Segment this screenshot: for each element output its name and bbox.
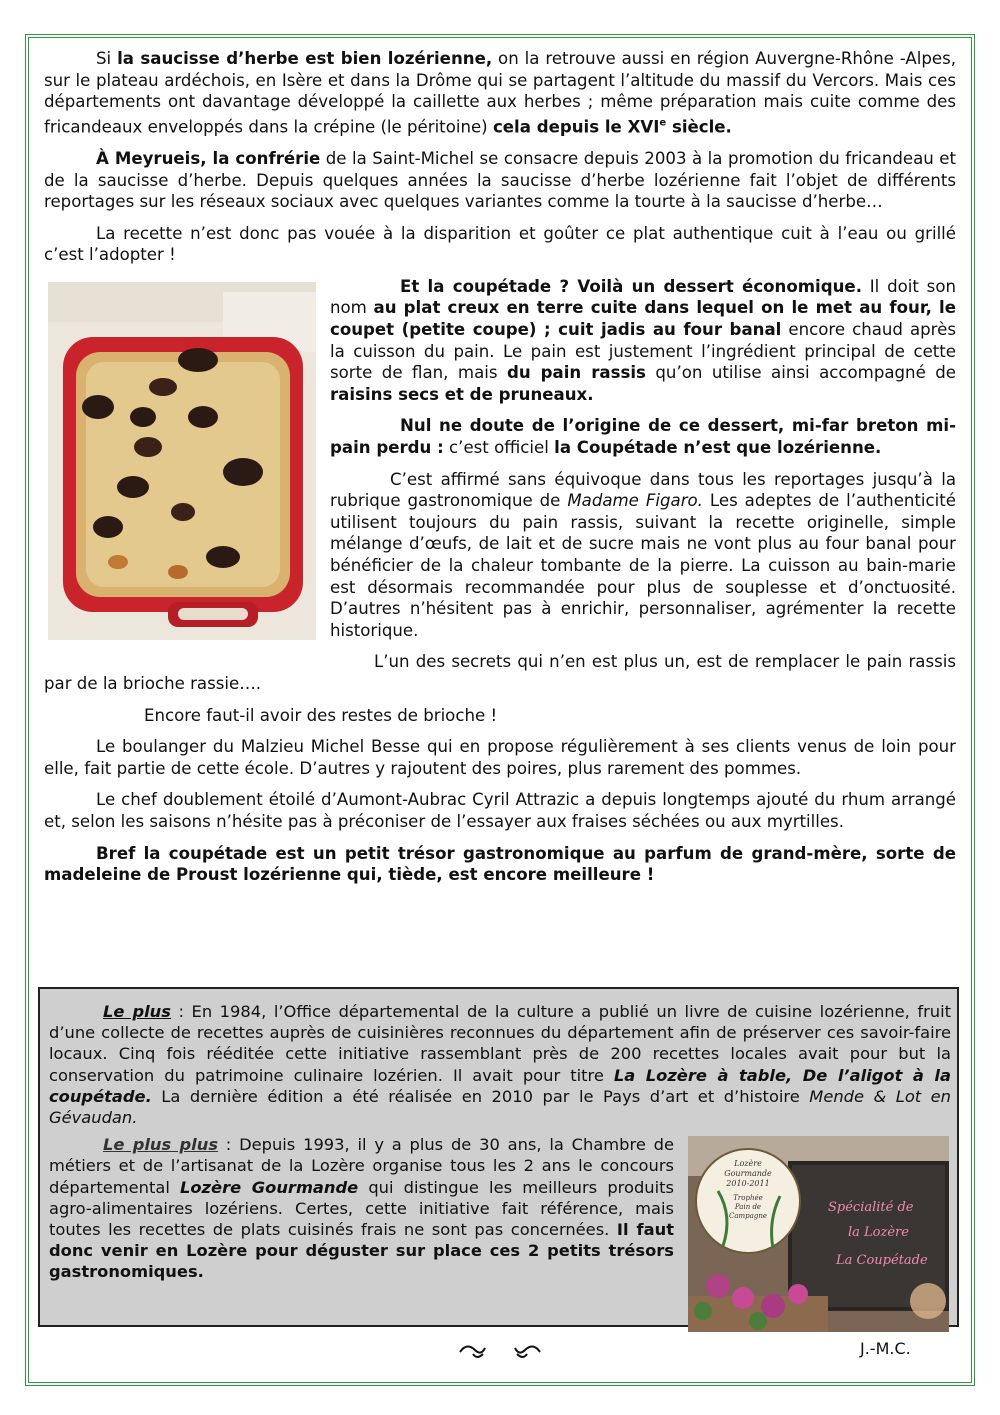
badge-line-5: Pain de <box>734 1203 762 1212</box>
coupetade-photo <box>48 282 316 640</box>
paragraph-2: À Meyrueis, la confrérie de la Saint-Michel se consacre depuis 2003 à la promotion du fricandeau et de la saucisse d’herbe. Depuis quelques années la saucisse d’herbe lozérienne fait l’objet de différents reportages sur les réseaux sociaux avec quelques variantes comme la tourte à la saucisse d’herbe… <box>44 148 956 212</box>
le-plus-plus-label: Le plus plus <box>103 1135 219 1155</box>
paragraph-10: Le chef doublement étoilé d’Aumont-Aubrac Cyril Attrazic a depuis longtemps ajouté du rhum arrangé et, selon les saisons n’hésite pas à préconiser de l’essayer aux fraises séchées ou aux myrtilles. <box>44 790 956 831</box>
paragraph-1: Si la saucisse d’herbe est bien lozérienne, on la retrouve aussi en région Auvergne-Rhône -Alpes, sur le plateau ardéchois, en Isère et dans la Drôme qui se partagent l’altitude du massif du Vercors. Mais ces départements ont davantage développé la caillette aux herbes ; même préparation mais cuite comme des fricandeaux enveloppés dans la crépine (le péritoine) cela depuis le XVIe siècle. <box>44 49 956 137</box>
paragraph-6: C’est affirmé sans équivoque dans tous les reportages jusqu’à la rubrique gastronomique de Madame Figaro. Les adeptes de l’authenticité utilisent toujours du pain rassis, suivant la recette originelle, simple mélange d’œufs, de lait et de sucre mais ne vont plus au four banal pour bénéficier de la chaleur tombante de la pierre. La cuisson au bain-marie est désormais recommandée pour plus de souplesse et d’onctuosité. D’autres n’hésitent pas à enrichir, personnaliser, agrémenter la recette historique. <box>330 469 956 640</box>
le-plus-label: Le plus <box>103 1002 171 1021</box>
paragraph-4: Et la coupétade ? Voilà un dessert économique. Il doit son nom au plat creux en terre cuite dans lequel on le met au four, le coupet (petite coupe) ; cuit jadis au four banal encore chaud après la cuisson du pain. Le pain est justement l’ingrédient principal de cette sorte de flan, mais du pain rassis qu’on utilise ainsi accompagné de raisins secs et de pruneaux. <box>330 276 956 404</box>
paragraph-9: Le boulanger du Malzieu Michel Besse qui en propose régulièrement à ses clients venus de loin pour elle, fait partie de cette école. D’autres y rajoutent des poires, plus rarement des pommes. <box>44 737 956 778</box>
sidebar-box <box>38 987 959 1327</box>
badge-line-4: Trophée <box>733 1194 763 1203</box>
le-plus-plus-paragraph: Le plus plus : Depuis 1993, il y a plus de 30 ans, la Chambre de métiers et de l’artisanat de la Lozère organise tous les 2 ans le concours départemental Lozère Gourmande qui distingue les meilleurs produits agro-alimentaires lozériens. Certes, cette initiative fait référence, mais toutes les recettes de plats cuisinés frais ne sont pas concernées. Il faut donc venir en Lozère pour déguster sur place ces 2 petits trésors gastronomiques. <box>49 1135 674 1282</box>
badge-line-2: Gourmande <box>724 1169 772 1179</box>
paragraph-5: Nul ne doute de l’origine de ce dessert, mi-far breton mi-pain perdu : c’est officiel la Coupétade n’est que lozérienne. <box>330 416 956 458</box>
paragraph-11: Bref la coupétade est un petit trésor gastronomique au parfum de grand-mère, sorte de madeleine de Proust lozérienne qui, tiède, est encore meilleure ! <box>44 843 956 885</box>
article-body <box>44 48 956 896</box>
chalk-line-3: La Coupétade <box>836 1253 928 1269</box>
badge-line-3: 2010-2011 <box>726 1179 770 1189</box>
chalk-line-1: Spécialité de <box>828 1200 914 1216</box>
ornament-icon <box>455 1338 545 1362</box>
le-plus-paragraph: Le plus : En 1984, l’Office départemental de la culture a publié un livre de cuisine lozérienne, fruit d’une collecte de recettes auprès de cuisinières reconnues du département afin de préserver ces savoir-faire locaux. Cinq fois rééditée cette initiative rassemblant près de 200 recettes locales avait pour but la conservation du patrimoine culinaire lozérien. Il avait pour titre La Lozère à table, De l’aligot à la coupétade. La dernière édition a été réalisée en 2010 par le Pays d’art et d’histoire Mende & Lot en Gévaudan. <box>49 1002 952 1128</box>
badge-line-6: Campagne <box>729 1212 767 1221</box>
lozere-gourmande-photo <box>688 1136 949 1332</box>
signature: J.-M.C. <box>860 1339 911 1358</box>
chalk-line-2: la Lozère <box>848 1225 909 1241</box>
paragraph-8: Encore faut-il avoir des restes de brioche ! <box>144 705 498 725</box>
paragraph-3: La recette n’est donc pas vouée à la disparition et goûter ce plat authentique cuit à l’eau ou grillé c’est l’adopter ! <box>44 223 956 265</box>
badge-line-1: Lozère <box>734 1159 762 1169</box>
paragraph-7: L’un des secrets qui n’en est plus un, est de remplacer le pain rassis par de la brioche rassie…. <box>44 652 956 693</box>
